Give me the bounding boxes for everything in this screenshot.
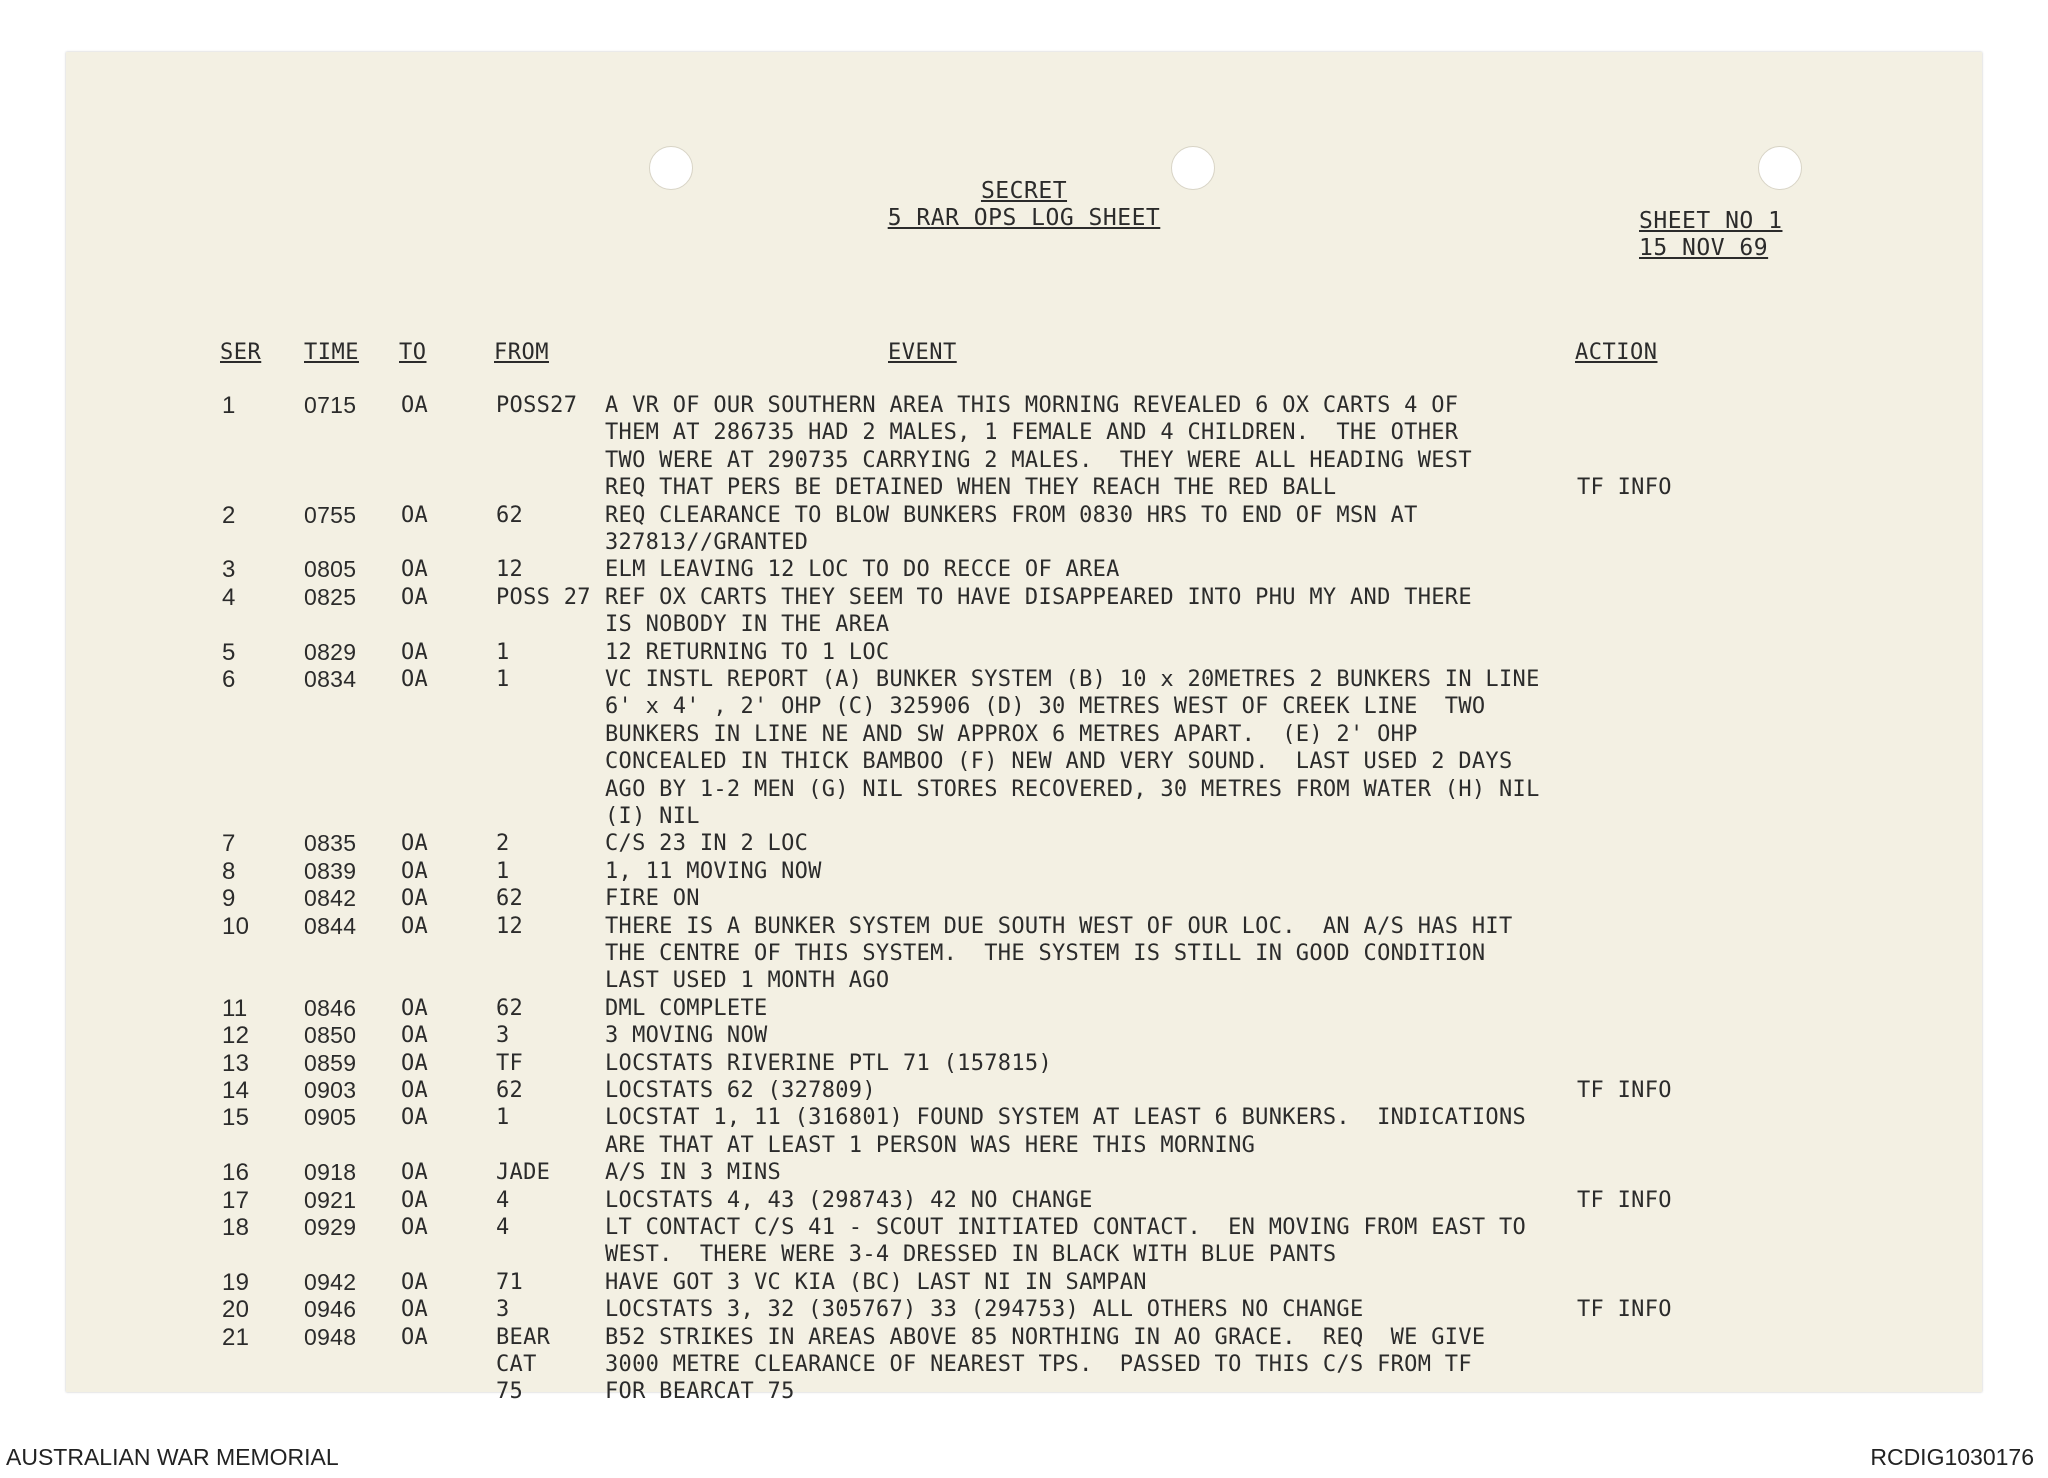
entry-from: 71	[496, 1269, 524, 1295]
entry-event-line: HAVE GOT 3 VC KIA (BC) LAST NI IN SAMPAN	[605, 1269, 1147, 1295]
entry-from: 12	[496, 557, 524, 583]
entry-to: OA	[401, 1078, 429, 1103]
entry-time: 0905	[304, 1104, 357, 1131]
entry-event-line: LOCSTAT 1, 11 (316801) FOUND SYSTEM AT LEAST 6 BUNKERS. INDICATIONS	[605, 1105, 1527, 1131]
entry-event-line: ELM LEAVING 12 LOC TO DO RECCE OF AREA	[605, 557, 1120, 583]
entry-to: OA	[401, 1215, 429, 1240]
entry-to: OA	[401, 1269, 429, 1295]
entry-from: 62	[496, 1078, 524, 1103]
entry-action: TF INFO	[1577, 1187, 1672, 1213]
entry-event-line: 6' x 4' , 2' OHP (C) 325906 (D) 30 METRES WEST OF CREEK LINE TWO	[605, 694, 1486, 720]
log-sheet-paper	[66, 52, 1982, 1405]
entry-event-line: LOCSTATS 62 (327809)	[605, 1078, 876, 1103]
entry-to: OA	[401, 1160, 429, 1186]
entry-to: OA	[401, 667, 429, 692]
entry-to: OA	[401, 639, 429, 665]
entry-event-line: VC INSTL REPORT (A) BUNKER SYSTEM (B) 10 x 20METRES 2 BUNKERS IN LINE	[605, 667, 1540, 692]
entry-serial: 3	[222, 556, 236, 584]
entry-from: 3	[496, 1297, 510, 1323]
entry-event-line: LOCSTATS 4, 43 (298743) 42 NO CHANGE	[605, 1187, 1093, 1213]
entry-time: 0805	[304, 556, 357, 583]
entry-from: 1	[496, 667, 510, 692]
entry-serial: 11	[222, 994, 248, 1022]
entry-serial: 10	[222, 912, 250, 940]
archive-credit: AUSTRALIAN WAR MEMORIAL	[6, 1444, 339, 1470]
entry-time: 0850	[304, 1022, 357, 1049]
entry-serial: 1	[222, 392, 236, 419]
entry-event-line: C/S 23 IN 2 LOC	[605, 831, 809, 857]
entry-to: OA	[401, 858, 429, 884]
entry-time: 0755	[304, 501, 357, 528]
entry-serial: 16	[222, 1159, 250, 1187]
entry-event-line: TWO WERE AT 290735 CARRYING 2 MALES. THEY WERE ALL HEADING WEST	[605, 447, 1472, 473]
entry-serial: 9	[222, 885, 236, 913]
entry-to: OA	[401, 1023, 429, 1049]
entry-event-line: 1, 11 MOVING NOW	[605, 858, 822, 884]
entry-serial: 5	[222, 638, 236, 666]
entry-from: POSS 27	[496, 584, 591, 610]
entry-from: 1	[496, 1105, 510, 1131]
entry-serial: 21	[222, 1323, 250, 1351]
entry-to: OA	[401, 1105, 429, 1131]
entry-serial: 18	[222, 1214, 250, 1241]
entry-from: 1	[496, 639, 510, 665]
entry-to: OA	[401, 831, 429, 857]
column-header-ser: SER	[220, 340, 262, 365]
entry-action: TF INFO	[1577, 475, 1672, 501]
entry-event-line: WEST. THERE WERE 3-4 DRESSED IN BLACK WITH BLUE PANTS	[605, 1242, 1337, 1268]
entry-to: OA	[401, 393, 429, 418]
archive-reference: RCDIG1030176	[1870, 1444, 2034, 1470]
entry-event-line: LT CONTACT C/S 41 - SCOUT INITIATED CONTACT. EN MOVING FROM EAST TO	[605, 1215, 1527, 1240]
entry-serial: 14	[222, 1077, 250, 1104]
entry-event-line: IS NOBODY IN THE AREA	[605, 612, 890, 638]
entry-time: 0825	[304, 583, 357, 610]
entry-serial: 4	[222, 583, 236, 611]
entry-time: 0918	[304, 1159, 357, 1186]
entry-event-line: LOCSTATS RIVERINE PTL 71 (157815)	[605, 1050, 1052, 1076]
entry-event-line: THE CENTRE OF THIS SYSTEM. THE SYSTEM IS STILL IN GOOD CONDITION	[605, 940, 1486, 966]
entry-to: OA	[401, 995, 429, 1021]
entry-serial: 2	[222, 501, 236, 529]
entry-from: POSS27	[496, 393, 578, 418]
entry-event-line: 327813//GRANTED	[605, 529, 809, 555]
entry-from: 4	[496, 1215, 510, 1240]
entry-event-line: 3000 METRE CLEARANCE OF NEAREST TPS. PASSED TO THIS C/S FROM TF	[605, 1351, 1472, 1377]
entry-event-line: 12 RETURNING TO 1 LOC	[605, 639, 890, 665]
entry-event-line: THEM AT 286735 HAD 2 MALES, 1 FEMALE AND 4 CHILDREN. THE OTHER	[605, 420, 1459, 446]
entry-serial: 15	[222, 1104, 250, 1132]
entry-from: 62	[496, 995, 524, 1021]
entry-event-line: (I) NIL	[605, 804, 700, 829]
entry-event-line: BUNKERS IN LINE NE AND SW APPROX 6 METRES APART. (E) 2' OHP	[605, 721, 1418, 747]
entry-time: 0839	[304, 857, 357, 884]
entry-serial: 17	[222, 1186, 250, 1214]
entry-to: OA	[401, 886, 429, 912]
entry-event-line: LAST USED 1 MONTH AGO	[605, 968, 890, 994]
sheet-number: SHEET NO 1	[1639, 208, 1783, 234]
entry-from: 2	[496, 831, 510, 857]
entry-event-line: FIRE ON	[605, 886, 700, 912]
entry-from: 4	[496, 1187, 510, 1213]
entry-time: 0859	[304, 1049, 357, 1076]
entry-to: OA	[401, 557, 429, 583]
entry-serial: 6	[222, 666, 236, 693]
document-title: 5 RAR OPS LOG SHEET	[887, 205, 1161, 231]
column-header-event: EVENT	[888, 340, 957, 365]
entry-from: 3	[496, 1023, 510, 1049]
column-header-from: FROM	[494, 340, 549, 365]
entry-serial: 19	[222, 1268, 250, 1296]
entry-to: OA	[401, 584, 429, 610]
entry-time: 0829	[304, 638, 357, 665]
entry-time: 0834	[304, 666, 357, 692]
entry-time: 0929	[304, 1214, 357, 1240]
entry-from: JADE	[496, 1160, 551, 1186]
column-header-action: ACTION	[1575, 340, 1658, 365]
entry-event-line: AGO BY 1-2 MEN (G) NIL STORES RECOVERED, 30 METRES FROM WATER (H) NIL	[605, 776, 1540, 802]
entry-event-line: CONCEALED IN THICK BAMBOO (F) NEW AND VERY SOUND. LAST USED 2 DAYS	[605, 749, 1513, 775]
entry-from: BEAR	[496, 1324, 551, 1350]
column-header-time: TIME	[304, 340, 359, 365]
entry-event-line: ARE THAT AT LEAST 1 PERSON WAS HERE THIS MORNING	[605, 1132, 1256, 1158]
entry-event-line: THERE IS A BUNKER SYSTEM DUE SOUTH WEST OF OUR LOC. AN A/S HAS HIT	[605, 913, 1513, 939]
entry-event-line: B52 STRIKES IN AREAS ABOVE 85 NORTHING IN AO GRACE. REQ WE GIVE	[605, 1324, 1486, 1350]
entry-event-line: FOR BEARCAT 75	[605, 1379, 795, 1405]
entry-time: 0903	[304, 1077, 357, 1103]
entry-to: OA	[401, 1297, 429, 1323]
entry-to: OA	[401, 913, 429, 939]
sheet-date: 15 NOV 69	[1639, 235, 1769, 261]
entry-event-line: A/S IN 3 MINS	[605, 1160, 782, 1186]
entry-from: 62	[496, 502, 524, 528]
entry-event-line: LOCSTATS 3, 32 (305767) 33 (294753) ALL OTHERS NO CHANGE	[605, 1297, 1364, 1323]
entry-from: 12	[496, 913, 524, 939]
entry-time: 0942	[304, 1268, 357, 1295]
entry-event-line: REF OX CARTS THEY SEEM TO HAVE DISAPPEARED INTO PHU MY AND THERE	[605, 584, 1472, 610]
entry-serial: 13	[222, 1049, 250, 1077]
classification-heading: SECRET	[980, 178, 1068, 204]
entry-to: OA	[401, 1324, 429, 1350]
entry-event-line: 3 MOVING NOW	[605, 1023, 768, 1049]
entry-time: 0846	[304, 994, 357, 1021]
entry-to: OA	[401, 1050, 429, 1076]
entry-from: TF	[496, 1050, 524, 1076]
entry-event-line: REQ CLEARANCE TO BLOW BUNKERS FROM 0830 HRS TO END OF MSN AT	[605, 502, 1418, 528]
entry-time: 0842	[304, 885, 357, 912]
entry-serial: 7	[222, 830, 236, 858]
entry-action: TF INFO	[1577, 1078, 1672, 1103]
entry-event-line: REQ THAT PERS BE DETAINED WHEN THEY REACH THE RED BALL	[605, 475, 1337, 501]
entry-time: 0835	[304, 830, 357, 857]
entry-to: OA	[401, 1187, 429, 1213]
entry-from: 75	[496, 1379, 524, 1405]
entry-from: CAT	[496, 1351, 537, 1377]
entry-to: OA	[401, 502, 429, 528]
entry-event-line: DML COMPLETE	[605, 995, 768, 1021]
column-header-to: TO	[399, 340, 427, 365]
entry-serial: 8	[222, 857, 236, 885]
entry-serial: 20	[222, 1296, 250, 1324]
entry-time: 0844	[304, 912, 357, 939]
entry-time: 0715	[304, 392, 357, 418]
entry-time: 0946	[304, 1296, 357, 1323]
entry-event-line: A VR OF OUR SOUTHERN AREA THIS MORNING REVEALED 6 OX CARTS 4 OF	[605, 393, 1459, 418]
entry-time: 0948	[304, 1323, 357, 1350]
entry-from: 1	[496, 858, 510, 884]
entry-time: 0921	[304, 1186, 357, 1213]
entry-from: 62	[496, 886, 524, 912]
entry-action: TF INFO	[1577, 1297, 1672, 1323]
entry-serial: 12	[222, 1022, 250, 1050]
